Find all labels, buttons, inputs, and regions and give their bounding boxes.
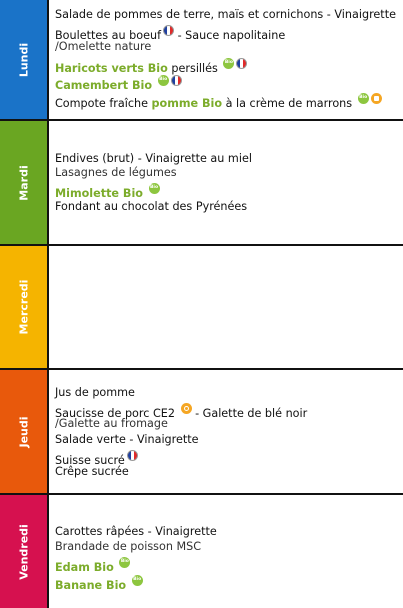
bio-product-name: Camembert Bio	[55, 79, 153, 92]
bio-label-icon	[358, 93, 369, 104]
local-product-icon	[371, 93, 382, 104]
bio-product-name: Mimolette Bio	[55, 187, 143, 200]
day-label-lundi: Lundi	[17, 42, 30, 77]
menu-item	[55, 8, 396, 22]
ce2-label-icon	[181, 403, 192, 414]
day-tab-vendredi	[0, 495, 49, 608]
menu-text: Fondant au chocolat des Pyrénées	[55, 200, 248, 213]
menu-item	[55, 200, 247, 214]
menu-item	[55, 75, 182, 93]
day-row-jeudi	[0, 370, 403, 495]
french-flag-icon	[171, 75, 182, 86]
bio-label-icon	[149, 183, 160, 194]
menu-text	[126, 579, 130, 592]
menu-item	[55, 58, 247, 76]
day-tab-mardi	[0, 121, 49, 244]
french-flag-icon	[127, 450, 138, 461]
menu-text: Saucisse de porc CE2	[55, 407, 179, 420]
bio-label-icon	[223, 58, 234, 69]
bio-product-name: pomme Bio	[151, 97, 223, 110]
day-label-jeudi: Jeudi	[17, 415, 30, 448]
day-content-mardi	[49, 121, 403, 244]
menu-item	[55, 386, 135, 400]
menu-text: - Sauce napolitaine	[174, 29, 286, 42]
day-content-mercredi	[49, 246, 403, 368]
day-label-vendredi: Vendredi	[17, 523, 30, 580]
bio-label-icon	[119, 557, 130, 568]
menu-item	[55, 575, 143, 593]
menu-text: Boulettes au boeuf	[55, 29, 162, 42]
day-tab-mercredi	[0, 246, 49, 368]
menu-text: Carottes râpées - Vinaigrette	[55, 525, 217, 538]
bio-product-name: Edam Bio	[55, 561, 114, 574]
menu-text: /Omelette nature	[55, 40, 152, 53]
menu-item	[55, 433, 199, 447]
menu-text: Salade verte - Vinaigrette	[55, 433, 199, 446]
menu-text: Lasagnes de légumes	[55, 166, 177, 179]
menu-text: Endives (brut) - Vinaigrette au miel	[55, 152, 252, 165]
menu-item	[55, 540, 201, 554]
menu-item	[55, 40, 151, 54]
menu-text: Salade de pommes de terre, maïs et cornichons - Vinaigrette	[55, 8, 396, 21]
day-row-vendredi	[0, 495, 403, 608]
menu-item	[55, 152, 252, 166]
day-label-mardi: Mardi	[17, 164, 30, 201]
menu-text	[114, 561, 118, 574]
menu-text: Brandade de poisson MSC	[55, 540, 202, 553]
menu-text	[143, 187, 147, 200]
menu-item	[55, 417, 168, 431]
day-content-vendredi	[49, 495, 403, 608]
day-tab-jeudi	[0, 370, 49, 493]
menu-text: /Galette au fromage	[55, 417, 168, 430]
menu-text: Jus de pomme	[55, 386, 135, 399]
menu-text: à la crème de marrons	[222, 97, 356, 110]
bio-label-icon	[158, 75, 169, 86]
menu-item	[55, 557, 130, 575]
menu-item	[55, 465, 129, 479]
menu-text: Compote fraîche	[55, 97, 152, 110]
day-tab-lundi	[0, 0, 49, 119]
french-flag-icon	[163, 25, 174, 36]
menu-text: persillés	[167, 62, 222, 75]
menu-item	[55, 183, 160, 201]
french-flag-icon	[236, 58, 247, 69]
menu-text	[152, 79, 156, 92]
day-label-mercredi: Mercredi	[17, 279, 30, 335]
day-content-jeudi	[49, 370, 403, 493]
menu-item	[55, 93, 382, 111]
bio-product-name: Banane Bio	[55, 579, 127, 592]
day-content-lundi	[49, 0, 403, 119]
bio-label-icon	[132, 575, 143, 586]
menu-text: Crêpe sucrée	[55, 465, 129, 478]
menu-item	[55, 166, 177, 180]
menu-item	[55, 525, 217, 539]
day-row-mardi	[0, 121, 403, 246]
menu-text: - Galette de blé noir	[191, 407, 308, 420]
bio-product-name: Haricots verts Bio	[55, 62, 168, 75]
menu-text: Suisse sucré	[55, 454, 125, 467]
day-row-lundi	[0, 0, 403, 121]
day-row-mercredi	[0, 246, 403, 370]
